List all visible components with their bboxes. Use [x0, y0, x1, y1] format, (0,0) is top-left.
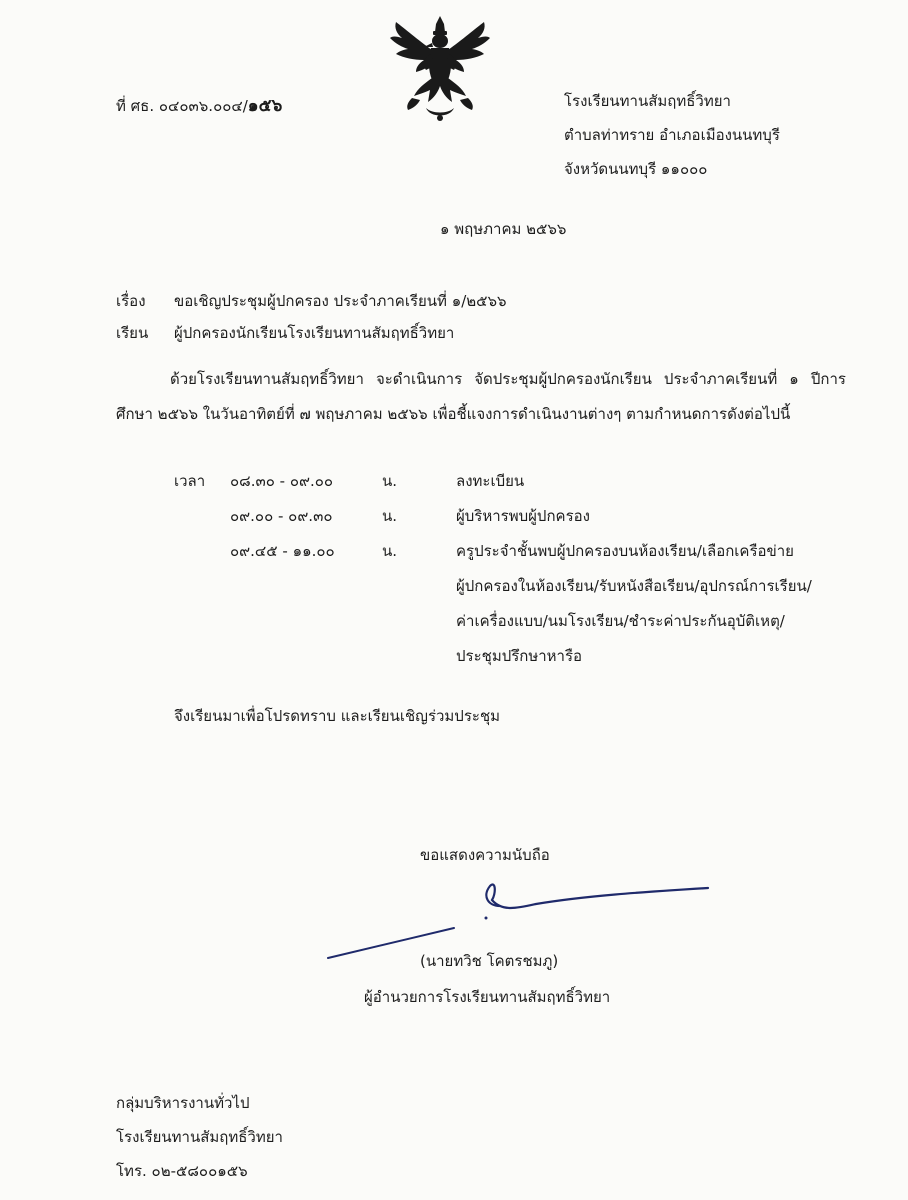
schedule-unit: น.: [382, 472, 398, 490]
schedule-time: ๐๘.๓๐ - ๐๙.๐๐: [230, 472, 334, 490]
recipient-text: ผู้ปกครองนักเรียนโรงเรียนทานสัมฤทธิ์วิทยา: [174, 324, 455, 342]
handwritten-signature: [322, 872, 722, 964]
garuda-emblem-icon: [388, 14, 492, 122]
school-address: ตำบลท่าทราย อำเภอเมืองนนทบุรี: [564, 126, 780, 144]
reference-handwritten-number: ๑๕๖: [247, 96, 283, 116]
closing-sentence: จึงเรียนมาเพื่อโปรดทราบ และเรียนเชิญร่วมประชุม: [174, 707, 501, 725]
regards-text: ขอแสดงความนับถือ: [420, 846, 550, 864]
school-name: โรงเรียนทานสัมฤทธิ์วิทยา: [564, 92, 731, 110]
school-province: จังหวัดนนทบุรี ๑๑๐๐๐: [564, 160, 708, 178]
reference-prefix: ที่ ศธ. ๐๔๐๓๖.๐๐๔/: [116, 97, 248, 115]
schedule-time: ๐๙.๔๕ - ๑๑.๐๐: [230, 542, 335, 560]
footer-phone: โทร. ๐๒-๕๘๐๐๑๕๖: [116, 1162, 248, 1180]
signer-name: (นายทวิช โคตรชมภู): [420, 952, 559, 970]
footer-school: โรงเรียนทานสัมฤทธิ์วิทยา: [116, 1128, 283, 1146]
footer-department: กลุ่มบริหารงานทั่วไป: [116, 1094, 250, 1112]
schedule-unit: น.: [382, 507, 398, 525]
body-paragraph: ด้วยโรงเรียนทานสัมฤทธิ์วิทยา จะดำเนินการ จัดประชุมผู้ปกครองนักเรียน ประจำภาคเรียนที่ ๑ ปีการศึกษา ๒๕๖๖ ในวันอาทิตย์ที่ ๗ พฤษภาคม ๒๕๖๖ เพื่อชี้แจงการดำเนินงานต่างๆ ตามกำหนดการดังต่อไปนี้: [116, 370, 846, 423]
schedule-activity: ลงทะเบียน: [456, 472, 525, 490]
schedule-activity: ผู้บริหารพบผู้ปกครอง: [456, 507, 590, 525]
subject-label: เรื่อง: [116, 292, 146, 310]
schedule-activity: ครูประจำชั้นพบผู้ปกครองบนห้องเรียน/เลือกเครือข่าย: [456, 542, 794, 560]
subject-text: ขอเชิญประชุมผู้ปกครอง ประจำภาคเรียนที่ ๑/๒๕๖๖: [174, 292, 507, 310]
schedule-unit: น.: [382, 542, 398, 560]
schedule-activity-continued: ประชุมปรึกษาหารือ: [456, 647, 583, 665]
reference-number: [116, 96, 282, 116]
schedule-activity-continued: ผู้ปกครองในห้องเรียน/รับหนังสือเรียน/อุปกรณ์การเรียน/: [456, 577, 812, 595]
schedule-label: เวลา: [174, 472, 206, 490]
letter-date: ๑ พฤษภาคม ๒๕๖๖: [440, 220, 567, 238]
signer-title: ผู้อำนวยการโรงเรียนทานสัมฤทธิ์วิทยา: [364, 988, 611, 1006]
schedule-time: ๐๙.๐๐ - ๐๙.๓๐: [230, 507, 333, 525]
schedule-activity-continued: ค่าเครื่องแบบ/นมโรงเรียน/ชำระค่าประกันอุบัติเหตุ/: [456, 612, 785, 630]
recipient-label: เรียน: [116, 324, 149, 342]
